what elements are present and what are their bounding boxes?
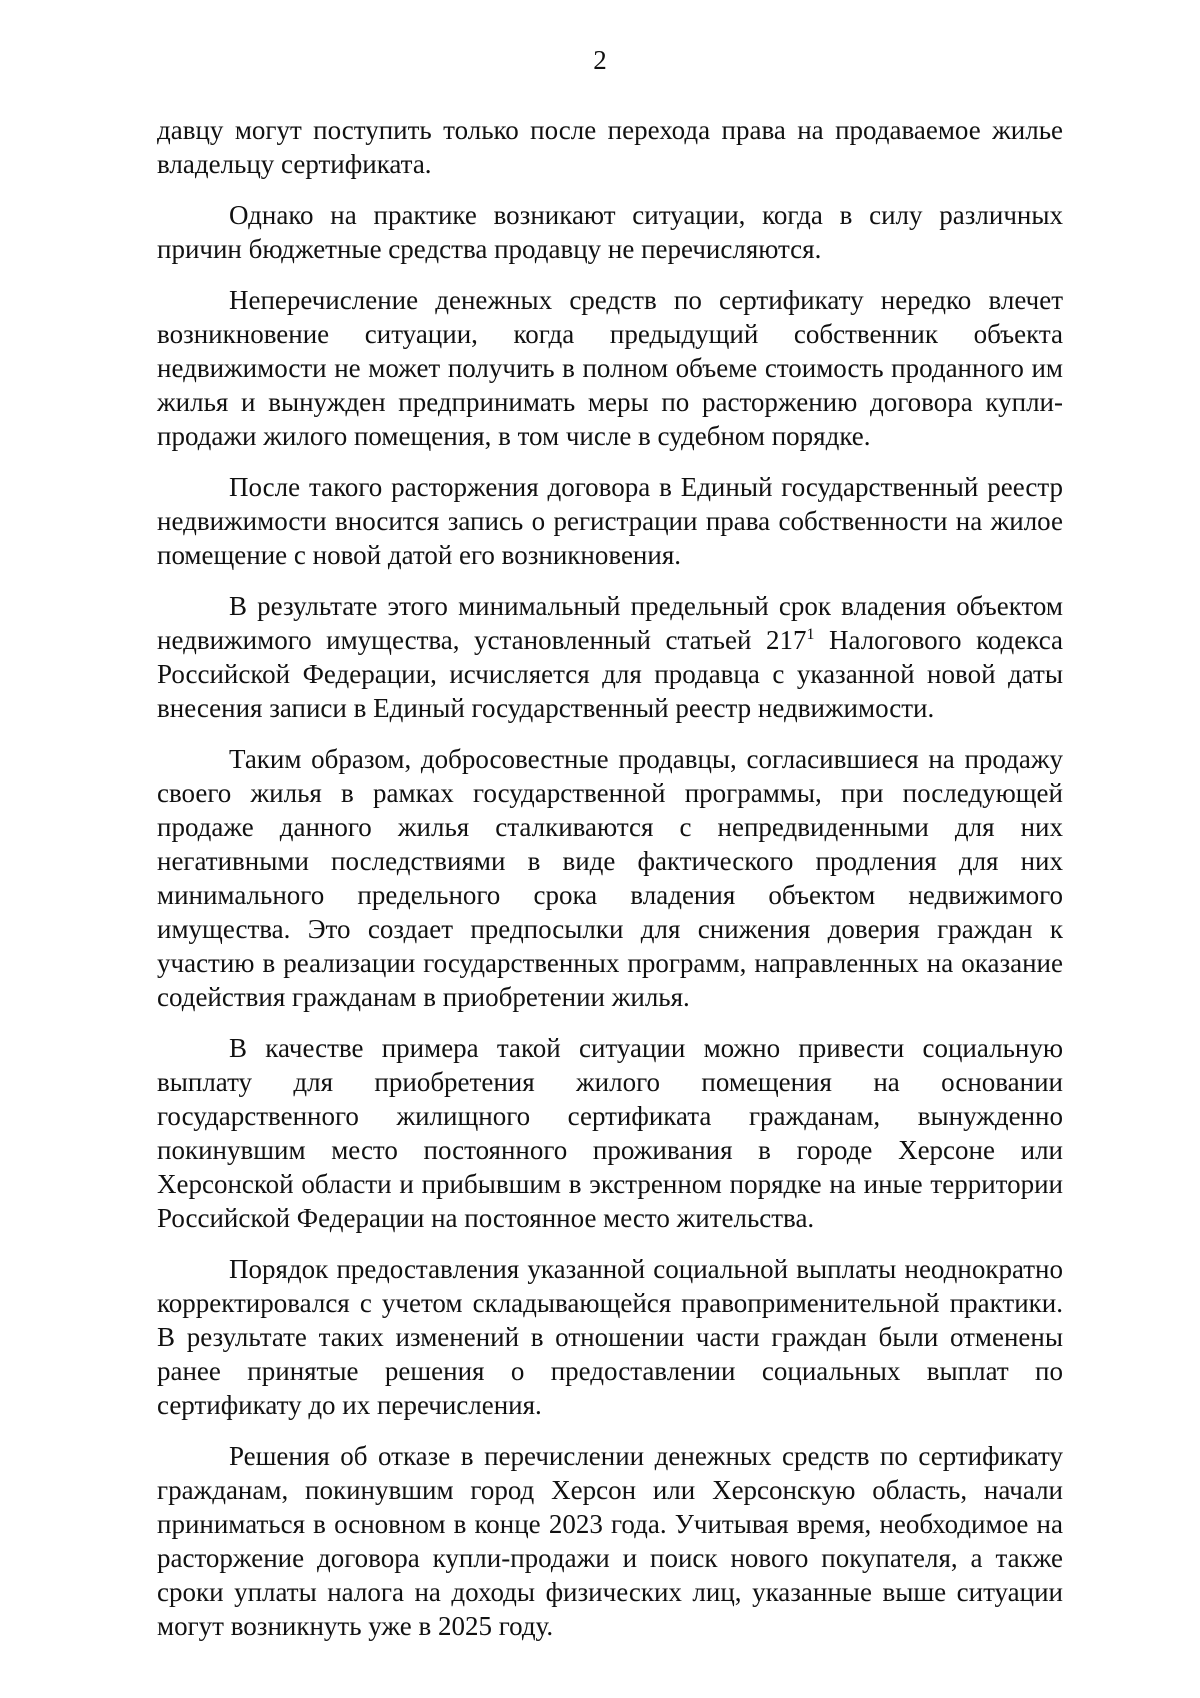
paragraph-4: После такого расторжения договора в Единый государственный реестр недвижимости вносится запись о регистрации права собственности на жилое помещение с новой датой его возникновения. xyxy=(157,472,1063,570)
paragraph-8: Порядок предоставления указанной социальной выплаты неоднократно корректировался с учетом складывающейся правоприменительной практики. В результате таких изменений в отношении части граждан были отменены ранее принятые решения о предоставлении социальных выплат по сертификату до их перечисления. xyxy=(157,1254,1063,1420)
paragraph-5 xyxy=(157,589,1063,725)
article-superscript: 1 xyxy=(806,626,815,643)
paragraph-5-text-before: В результате этого минимальный предельный срок владения объектом недвижимого имущества, установленный статьей 217 xyxy=(157,591,1063,655)
paragraph-3: Неперечисление денежных средств по сертификату нередко влечет возникновение ситуации, когда предыдущий собственник объекта недвижимости не может получить в полном объеме стоимость проданного им жилья и вынужден предпринимать меры по расторжению договора купли-продажи жилого помещения, в том числе в судебном порядке. xyxy=(157,285,1063,451)
page-number: 2 xyxy=(593,45,607,75)
paragraph-6: Таким образом, добросовестные продавцы, согласившиеся на продажу своего жилья в рамках государственной программы, при последующей продаже данного жилья сталкиваются с непредвиденными для них негативными последствиями в виде фактического продления для них минимального предельного срока владения объектом недвижимого имущества. Это создает предпосылки для снижения доверия граждан к участию в реализации государственных программ, направленных на оказание содействия гражданам в приобретении жилья. xyxy=(157,744,1063,1012)
document-body xyxy=(157,113,1063,1660)
paragraph-7: В качестве примера такой ситуации можно привести социальную выплату для приобретения жилого помещения на основании государственного жилищного сертификата гражданам, вынужденно покинувшим место постоянного проживания в городе Херсоне или Херсонской области и прибывшим в экстренном порядке на иные территории Российской Федерации на постоянное место жительства. xyxy=(157,1033,1063,1233)
paragraph-1: давцу могут поступить только после перехода права на продаваемое жилье владельцу сертификата. xyxy=(157,115,1063,179)
paragraph-9: Решения об отказе в перечислении денежных средств по сертификату гражданам, покинувшим город Херсон или Херсонскую область, начали приниматься в основном в конце 2023 года. Учитывая время, необходимое на расторжение договора купли-продажи и поиск нового покупателя, а также сроки уплаты налога на доходы физических лиц, указанные выше ситуации могут возникнуть уже в 2025 году. xyxy=(157,1441,1063,1641)
paragraph-5-text-after: Налогового кодекса Российской Федерации, исчисляется для продавца с указанной новой даты внесения записи в Единый государственный реестр недвижимости. xyxy=(157,625,1064,723)
paragraph-2: Однако на практике возникают ситуации, когда в силу различных причин бюджетные средства продавцу не перечисляются. xyxy=(157,200,1063,264)
